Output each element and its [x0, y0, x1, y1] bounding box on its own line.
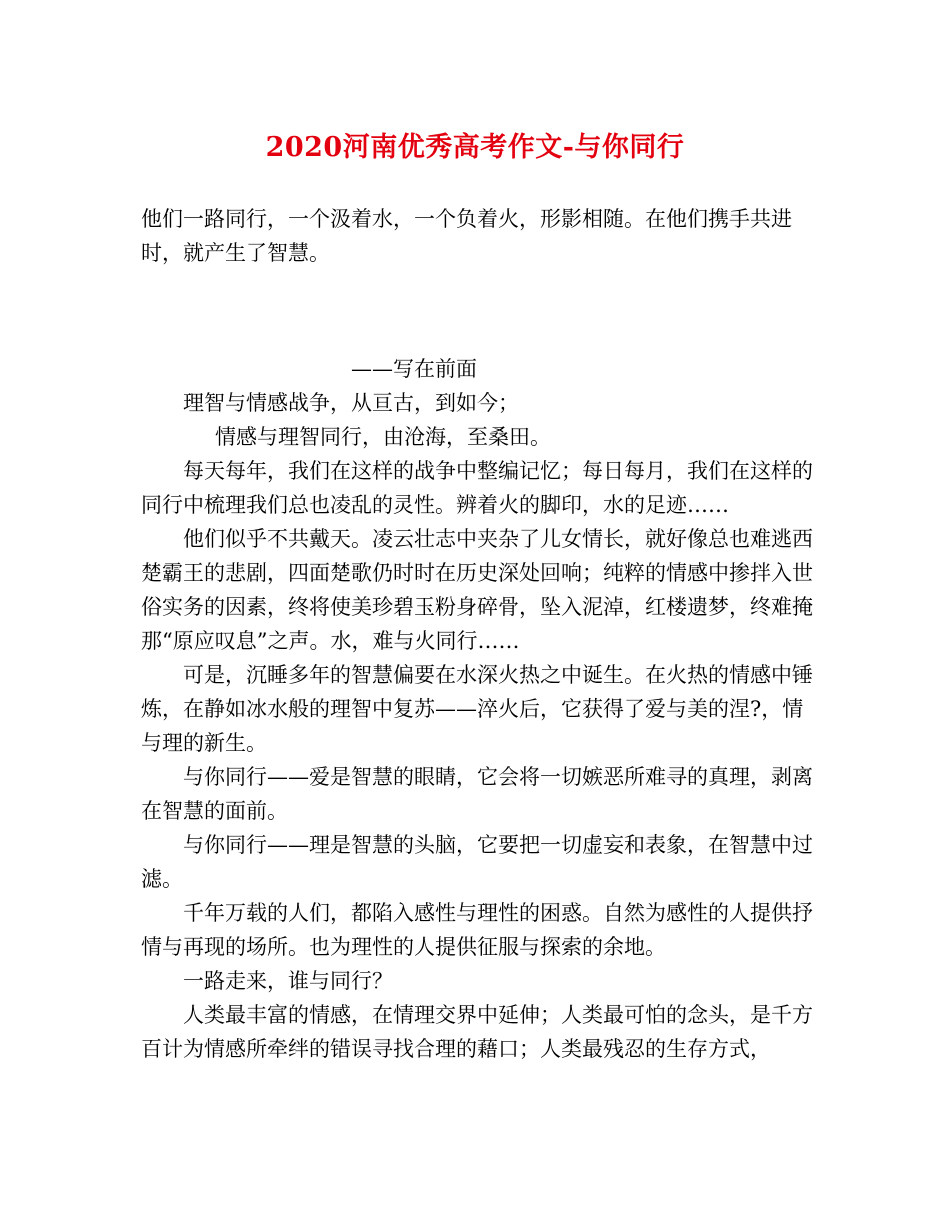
body-paragraph: 与你同行——爱是智慧的眼睛，它会将一切嫉恶所难寻的真理，剥离在智慧的面前。 — [141, 765, 813, 823]
body-paragraph: 一路走来，谁与同行？ — [183, 969, 393, 993]
body-paragraph: 与你同行——理是智慧的头脑，它要把一切虚妄和表象，在智慧中过滤。 — [141, 833, 813, 891]
lead-paragraph: 他们一路同行，一个汲着水，一个负着火，形影相随。在他们携手共进时，就产生了智慧。 — [141, 207, 792, 265]
body-paragraph: 可是，沉睡多年的智慧偏要在水深火热之中诞生。在火热的情感中锤炼，在静如冰水般的理智中复苏——淬火后，它获得了爱与美的涅?，情与理的新生。 — [141, 663, 813, 755]
poem-line-2: 情感与理智同行，由沧海，至桑田。 — [215, 425, 551, 449]
body-paragraph: 千年万载的人们，都陷入感性与理性的困惑。自然为感性的人提供抒情与再现的场所。也为理性的人提供征服与探索的余地。 — [141, 901, 813, 959]
preface-line: ——写在前面 — [351, 357, 477, 381]
document-title: 2020河南优秀高考作文-与你同行 — [265, 132, 685, 163]
body-paragraph: 每天每年，我们在这样的战争中整编记忆；每日每月，我们在这样的同行中梳理我们总也凌乱的灵性。辨着火的脚印，水的足迹…… — [141, 459, 813, 517]
body-paragraph: 人类最丰富的情感，在情理交界中延伸；人类最可怕的念头，是千方百计为情感所牵绊的错误寻找合理的藉口；人类最残忍的生存方式， — [141, 1003, 813, 1061]
essay-body — [141, 352, 821, 1066]
poem-line-1: 理智与情感战争，从亘古，到如今； — [183, 391, 519, 415]
body-paragraph: 他们似乎不共戴天。凌云壮志中夹杂了儿女情长，就好像总也难逃西楚霸王的悲剧，四面楚歌仍时时在历史深处回响；纯粹的情感中掺拌入世俗实务的因素，终将使美珍碧玉粉身碎骨，坠入泥淖，红楼遗梦，终难掩那“原应叹息”之声。水，难与火同行…… — [141, 527, 813, 653]
